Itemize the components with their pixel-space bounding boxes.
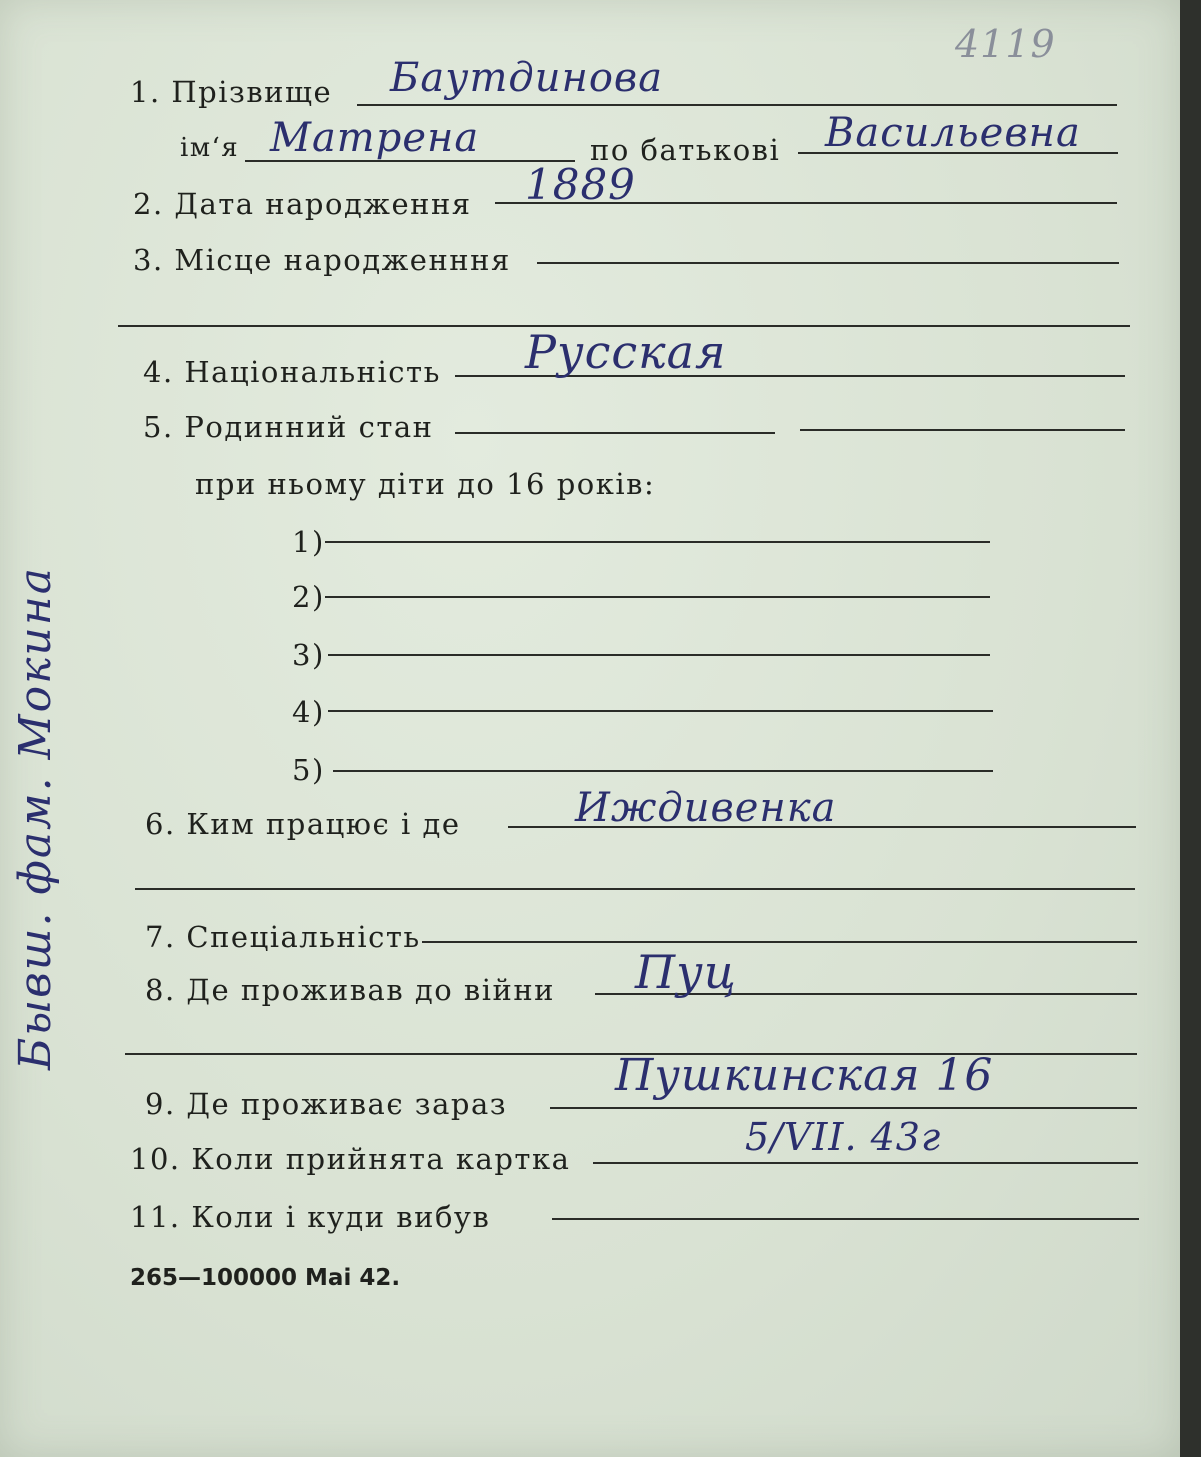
line-birth-place xyxy=(537,262,1119,264)
label-card-date: 10. Коли прийнята картка xyxy=(130,1142,571,1176)
value-surname: Баутдинова xyxy=(390,55,664,101)
value-occupation: Иждивенка xyxy=(575,785,837,831)
line-occupation-2 xyxy=(135,888,1135,890)
child-4-label: 4) xyxy=(292,695,325,729)
label-name: ім‘я xyxy=(180,133,240,163)
label-specialty: 7. Спеціальність xyxy=(145,920,421,954)
label-birth-place: 3. Місце народженння xyxy=(133,243,511,277)
line-specialty xyxy=(422,941,1137,943)
label-departure: 11. Коли і куди вибув xyxy=(130,1200,491,1234)
value-birth-year: 1889 xyxy=(525,160,636,209)
child-1-label: 1) xyxy=(292,525,325,559)
value-prewar-residence: Пуц xyxy=(635,945,737,999)
line-departure xyxy=(552,1218,1139,1220)
value-nationality: Русская xyxy=(525,325,727,379)
value-card-date: 5/VII. 43г xyxy=(745,1115,942,1159)
line-marital-a xyxy=(455,432,775,434)
label-nationality: 4. Національність xyxy=(143,355,441,389)
child-2-line xyxy=(325,596,990,598)
line-current-address xyxy=(550,1107,1137,1109)
label-prewar-residence: 8. Де проживав до війни xyxy=(145,973,555,1007)
label-children: при ньому діти до 16 років: xyxy=(195,467,656,501)
label-patronymic: по батькові xyxy=(590,133,781,167)
value-patronymic: Васильевна xyxy=(825,110,1081,156)
card-number: 4119 xyxy=(955,22,1056,66)
child-5-label: 5) xyxy=(292,753,325,787)
line-card-date xyxy=(593,1162,1138,1164)
line-surname xyxy=(357,104,1117,106)
child-2-label: 2) xyxy=(292,580,325,614)
child-5-line xyxy=(333,770,993,772)
label-birth-date: 2. Дата народження xyxy=(133,187,472,221)
line-marital-b xyxy=(800,429,1125,431)
margin-note: Бывш. фам. Мокина xyxy=(10,566,61,1070)
label-surname: 1. Прізвище xyxy=(130,75,333,109)
value-current-address: Пушкинская 16 xyxy=(615,1050,994,1101)
label-occupation: 6. Ким працює і де xyxy=(145,807,461,841)
scan-edge xyxy=(1180,0,1201,1457)
label-current-address: 9. Де проживає зараз xyxy=(145,1087,508,1121)
child-1-line xyxy=(325,541,990,543)
child-3-label: 3) xyxy=(292,638,325,672)
value-name: Матрена xyxy=(270,115,480,161)
label-marital: 5. Родинний стан xyxy=(143,410,434,444)
child-4-line xyxy=(328,710,993,712)
child-3-line xyxy=(328,654,990,656)
print-code: 265—100000 Mai 42. xyxy=(130,1265,401,1291)
